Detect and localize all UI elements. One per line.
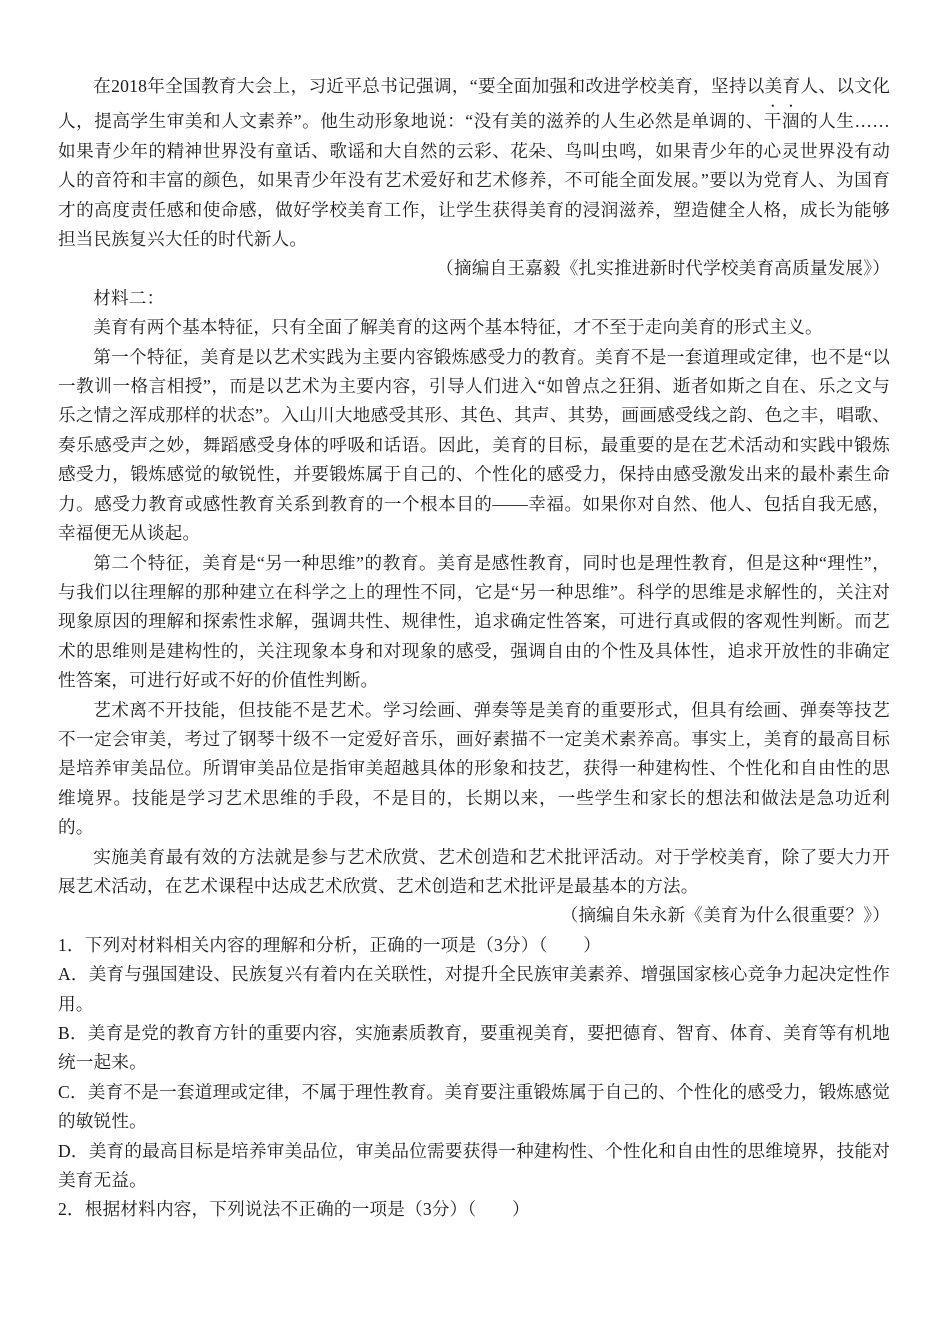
- material-one-attribution: （摘编自王嘉毅《扎实推进新时代学校美育高质量发展》）: [436, 258, 890, 279]
- emphasized-text: 干涸: [763, 111, 800, 132]
- material-two-paragraph-4: 艺术离不开技能，但技能不是艺术。学习绘画、弹奏等是美育的重要形式，但具有绘画、弹奏等技艺不一定会审美，考过了钢琴十级不一定爱好音乐，画好素描不一定美术素养高。事实上，美育的最高目标是培养审美品位。所谓审美品位是指审美超越具体的形象和技艺，获得一种建构性、个性化和自由性的思维境界。技能是学习艺术思维的手段，不是目的，长期以来，一些学生和家长的想法和做法是急功近利的。: [58, 699, 890, 838]
- questions-section: [58, 931, 890, 1225]
- material-two-paragraph-1: 美育有两个基本特征，只有全面了解美育的这两个基本特征，才不至于走向美育的形式主义。: [93, 317, 823, 338]
- paragraph-text-before: 在2018年全国教育大会上，习近平总书记强调，“要全面加强和改进学校美育，坚持以美育人、以文化人，提高学生审美和人文素养”。他生动形象地说：“没有美的滋养的人生必然是单调的、: [58, 76, 890, 132]
- question-1-stem: 1．下列对材料相关内容的理解和分析，正确的一项是（3分）（ ）: [58, 934, 602, 955]
- material-two-attribution: （摘编自朱永新《美育为什么很重要？》）: [560, 905, 890, 926]
- material-two-paragraph-3: 第二个特征，美育是“另一种思维”的教育。美育是感性教育，同时也是理性教育，但是这种“理性”，与我们以往理解的那种建立在科学之上的理性不同，它是“另一种思维”。科学的思维是求解性的，关注对现象原因的理解和探索性求解，强调共性、规律性，追求确定性答案，可进行真或假的客观性判断。而艺术的思维则是建构性的，关注现象本身和对现象的感受，强调自由的个性及具体性，追求开放性的非确定性答案，可进行好或不好的价值性判断。: [58, 552, 890, 691]
- question-1-option-b: B．美育是党的教育方针的重要内容，实施素质教育，要重视美育，要把德育、智育、体育、美育等有机地统一起来。: [58, 1023, 890, 1073]
- question-1-option-a: A．美育与强国建设、民族复兴有着内在关联性，对提升全民族审美素养、增强国家核心竞争力起决定性作用。: [58, 964, 890, 1014]
- material-two-paragraph-2: 第一个特征，美育是以艺术实践为主要内容锻炼感受力的教育。美育不是一套道理或定律，也不是“以一教训一格言相授”，而是以艺术为主要内容，引导人们进入“如曾点之狂狷、逝者如斯之自在、乐之文与乐之情之浑成那样的状态”。入山川大地感受其形、其色、其声、其势，画画感受线之韵、色之丰，唱歌、奏乐感受声之妙，舞蹈感受身体的呼吸和话语。因此，美育的目标，最重要的是在艺术活动和实践中锻炼感受力，锻炼感觉的敏锐性，并要锻炼属于自己的、个性化的感受力，保持由感受激发出来的最朴素生命力。感受力教育或感性教育关系到教育的一个根本目的——幸福。如果你对自然、他人、包括自我无感，幸福便无从谈起。: [58, 346, 890, 544]
- material-one-paragraph: [58, 72, 890, 254]
- question-1-option-d: D．美育的最高目标是培养审美品位，审美品位需要获得一种建构性、个性化和自由性的思维境界，技能对美育无益。: [58, 1140, 890, 1191]
- material-two-heading: 材料二：: [93, 287, 165, 308]
- material-two-paragraph-5: 实施美育最有效的方法就是参与艺术欣赏、艺术创造和艺术批评活动。对于学校美育，除了要大力开展艺术活动，在艺术课程中达成艺术欣赏、艺术创造和艺术批评是最基本的方法。: [58, 846, 890, 896]
- paragraph-text-after: 的人生……如果青少年的精神世界没有童话、歌谣和大自然的云彩、花朵、鸟叫虫鸣，如果青少年的心灵世界没有动人的音符和丰富的颜色，如果青少年没有艺术爱好和艺术修养，不可能全面发展。”要以为党育人、为国育才的高度责任感和使命感，做好学校美育工作，让学生获得美育的浸润滋养，塑造健全人格，成长为能够担当民族复兴大任的时代新人。: [58, 111, 890, 250]
- question-2-stem: 2．根据材料内容，下列说法不正确的一项是（3分）（ ）: [58, 1199, 530, 1220]
- question-1-option-c: C．美育不是一套道理或定律，不属于理性教育。美育要注重锻炼属于自己的、个性化的感受力，锻炼感觉的敏锐性。: [58, 1081, 890, 1132]
